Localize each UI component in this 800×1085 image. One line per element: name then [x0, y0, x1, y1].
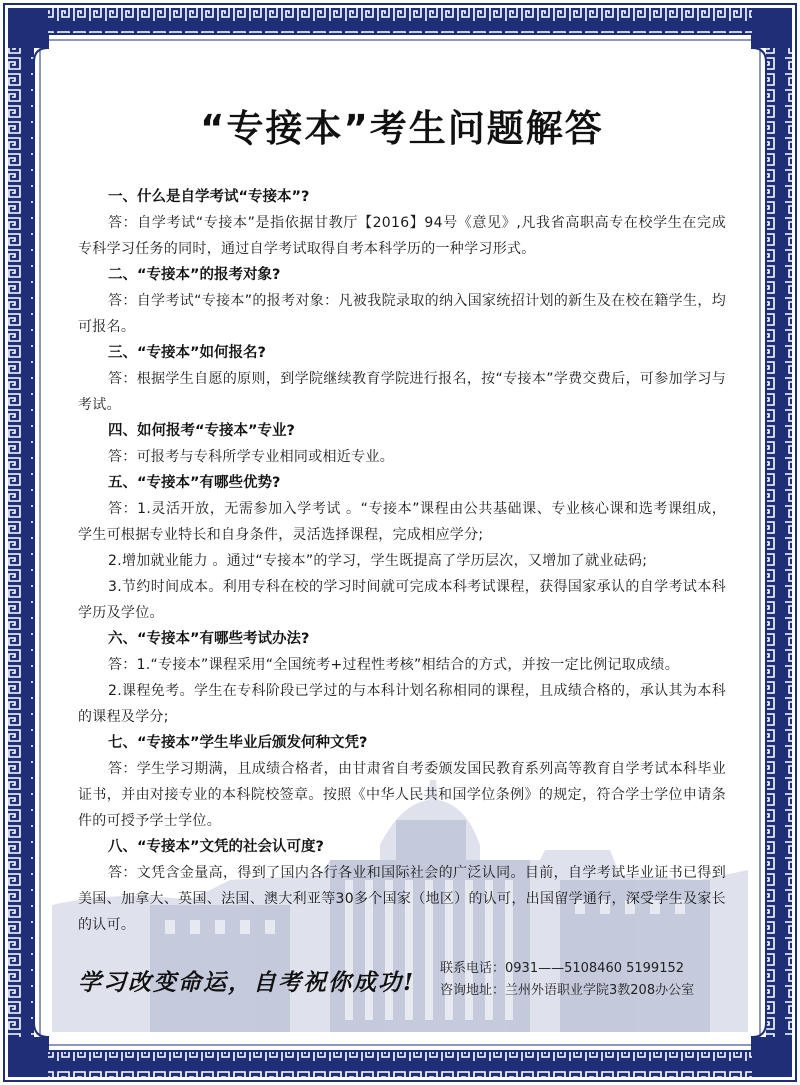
footer: [78, 958, 726, 1006]
qa-section-list: [78, 184, 726, 938]
qa-content: [78, 98, 726, 938]
contact-phone: 联系电话：0931——5108460 5199152: [440, 961, 685, 976]
question-heading: 五、“专接本”有哪些优势?: [108, 475, 281, 491]
answer-paragraph: 答：自学考试“专接本”的报考对象：凡被我院录取的纳入国家统招计划的新生及在校在籍学生，均可报名。: [78, 293, 726, 335]
question-heading: 六、“专接本”有哪些考试办法?: [108, 631, 310, 647]
contact-info: [440, 958, 694, 1002]
answer-paragraph: 答：学生学习期满，且成绩合格者，由甘肃省自考委颁发国民教育系列高等教育自学考试本科毕业证书，并由对接专业的本科院校签章。按照《中华人民共和国学位条例》的规定，符合学士学位申请条件的可授予学士学位。: [78, 761, 726, 829]
answer-paragraph: 答：根据学生自愿的原则，到学院继续教育学院进行报名，按“专接本”学费交费后，可参加学习与考试。: [78, 371, 726, 413]
answer-paragraph: 答：文凭含金量高，得到了国内各行各业和国际社会的广泛认同。目前，自学考试毕业证书已得到美国、加拿大、英国、法国、澳大利亚等30多个国家（地区）的认可，出国留学通行，深受学生及家长的认可。: [78, 865, 726, 933]
question-heading: 四、如何报考“专接本”专业?: [108, 423, 295, 439]
page-title: “专接本”考生问题解答: [200, 107, 604, 150]
answer-paragraph: 2.课程免考。学生在专科阶段已学过的与本科计划名称相同的课程，且成绩合格的，承认其为本科的课程及学分;: [78, 683, 726, 725]
answer-paragraph: 答：1.“专接本”课程采用“全国统考+过程性考核”相结合的方式，并按一定比例记取成绩。: [108, 657, 679, 673]
answer-paragraph: 3.节约时间成本。利用专科在校的学习时间就可完成本科考试课程，获得国家承认的自学考试本科学历及学位。: [78, 579, 726, 621]
question-heading: 七、“专接本”学生毕业后颁发何种文凭?: [108, 735, 368, 751]
question-heading: 三、“专接本”如何报名?: [108, 345, 266, 361]
question-heading: 八、“专接本”文凭的社会认可度?: [108, 839, 324, 855]
answer-paragraph: 2.增加就业能力 。通过“专接本”的学习，学生既提高了学历层次，又增加了就业砝码;: [108, 553, 648, 569]
answer-paragraph: 答：可报考与专科所学专业相同或相近专业。: [108, 449, 394, 465]
question-heading: 一、什么是自学考试“专接本”?: [108, 189, 310, 205]
answer-paragraph: 答：1.灵活开放，无需参加入学考试 。“专接本”课程由公共基础课、专业核心课和选考课组成，学生可根据专业特长和自身条件，灵活选择课程，完成相应学分;: [78, 501, 726, 543]
slogan-text: 学习改变命运，自考祝你成功!: [78, 969, 416, 996]
question-heading: 二、“专接本”的报考对象?: [108, 267, 281, 283]
contact-address: 咨询地址：兰州外语职业学院3教208办公室: [440, 983, 695, 998]
answer-paragraph: 答：自学考试“专接本”是指依据甘教厅【2016】94号《意见》,凡我省高职高专在校学生在完成专科学习任务的同时，通过自学考试取得自考本科学历的一种学习形式。: [78, 215, 726, 257]
